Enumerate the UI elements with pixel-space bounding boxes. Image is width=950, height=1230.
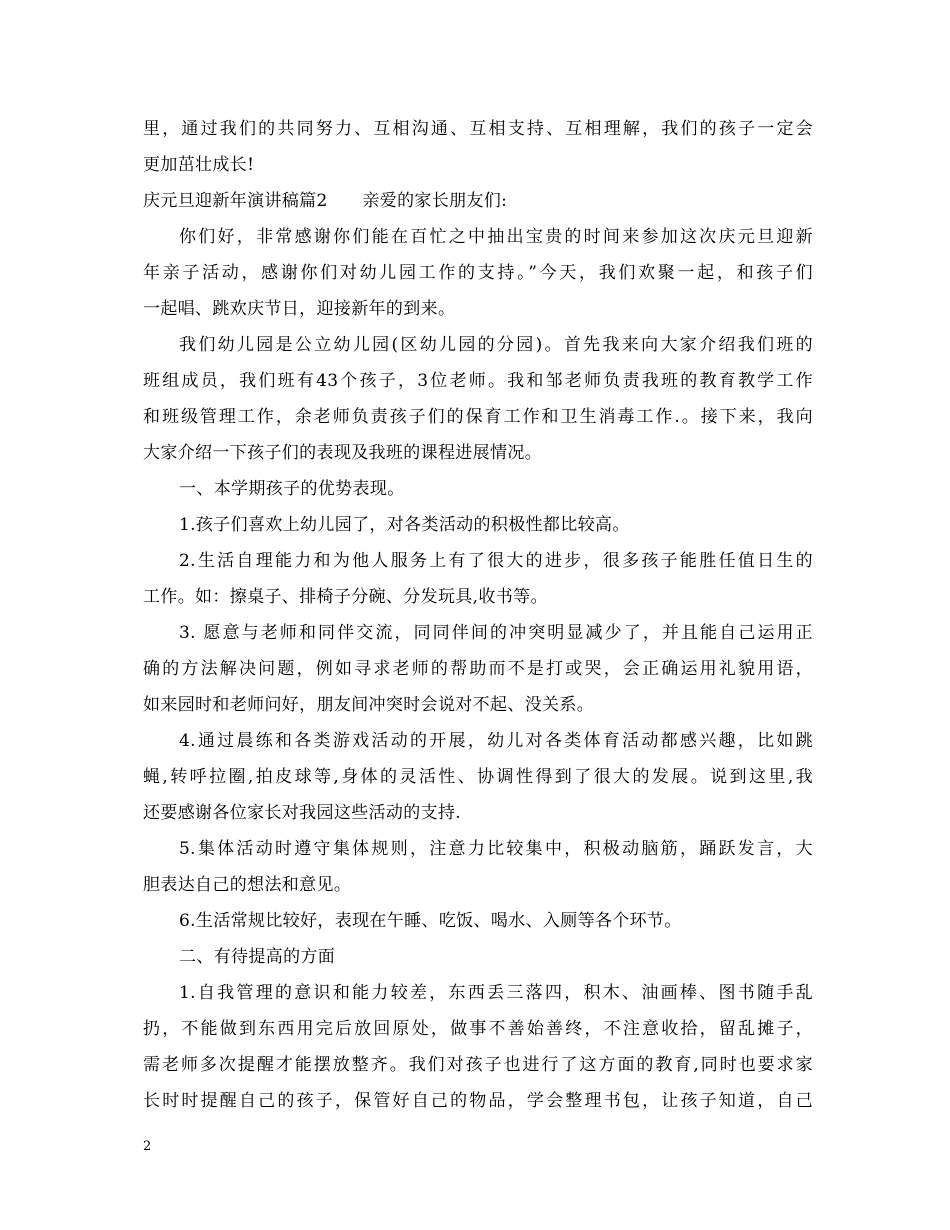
text-line: 工作。如：擦桌子、排椅子分碗、分发玩具,收书等。 [143,587,548,607]
text-line: 5.集体活动时遵守集体规则，注意力比较集中，积极动脑筋，踊跃发言，大 [179,839,813,859]
text-line: 1.自我管理的意识和能力较差，东西丢三落四，积木、油画棒、图书随手乱 [179,983,813,1003]
text-line: 长时时提醒自己的孩子，保管好自己的物品，学会整理书包，让孩子知道，自己 [143,1091,813,1111]
text-line: 扔，不能做到东西用完后放回原处，做事不善始善终，不注意收拾，留乱摊子， [143,1019,813,1039]
text-line: 庆元旦迎新年演讲稿篇2 亲爱的家长朋友们: [143,191,508,211]
text-line: 胆表达自己的想法和意见。 [143,875,352,895]
text-line: 蝇,转呼拉圈,拍皮球等,身体的灵活性、协调性得到了很大的发展。说到这里,我 [143,767,813,787]
text-line: 确的方法解决问题，例如寻求老师的帮助而不是打或哭，会正确运用礼貌用语， [143,659,813,679]
text-line: 1.孩子们喜欢上幼儿园了，对各类活动的积极性都比较高。 [179,515,630,535]
text-line: 4.通过晨练和各类游戏活动的开展，幼儿对各类体育活动都感兴趣，比如跳 [179,731,813,751]
text-line: 一、本学期孩子的优势表现。 [179,479,405,499]
text-line: 3. 愿意与老师和同伴交流，同同伴间的冲突明显减少了，并且能自己运用正 [179,623,813,643]
text-line: 一起唱、跳欢庆节日，迎接新年的到来。 [143,299,456,319]
text-line: 和班级管理工作，余老师负责孩子们的保育工作和卫生消毒工作.。接下来，我向 [143,407,813,427]
text-line: 班组成员，我们班有43个孩子，3位老师。我和邹老师负责我班的教育教学工作 [143,371,813,391]
text-line: 大家介绍一下孩子们的表现及我班的课程进展情况。 [143,443,543,463]
text-line: 二、有待提高的方面 [179,947,336,967]
text-line: 里，通过我们的共同努力、互相沟通、互相支持、互相理解，我们的孩子一定会 [143,119,813,139]
text-line: 还要感谢各位家长对我园这些活动的支持. [143,803,462,823]
text-line: 如来园时和老师问好，朋友间冲突时会说对不起、没关系。 [143,695,595,715]
text-line: 年亲子活动，感谢你们对幼儿园工作的支持。”今天，我们欢聚一起，和孩子们 [143,263,813,283]
text-line: 6.生活常规比较好，表现在午睡、吃饭、喝水、入厕等各个环节。 [179,911,682,931]
text-line: 更加茁壮成长! [143,155,255,175]
page-number: 2 [143,1139,152,1154]
text-line: 2.生活自理能力和为他人服务上有了很大的进步，很多孩子能胜任值日生的 [179,551,813,571]
text-line: 你们好，非常感谢你们能在百忙之中抽出宝贵的时间来参加这次庆元旦迎新 [179,227,813,247]
text-line: 需老师多次提醒才能摆放整齐。我们对孩子也进行了这方面的教育,同时也要求家 [143,1055,813,1075]
text-line: 我们幼儿园是公立幼儿园(区幼儿园的分园)。首先我来向大家介绍我们班的 [179,335,813,355]
